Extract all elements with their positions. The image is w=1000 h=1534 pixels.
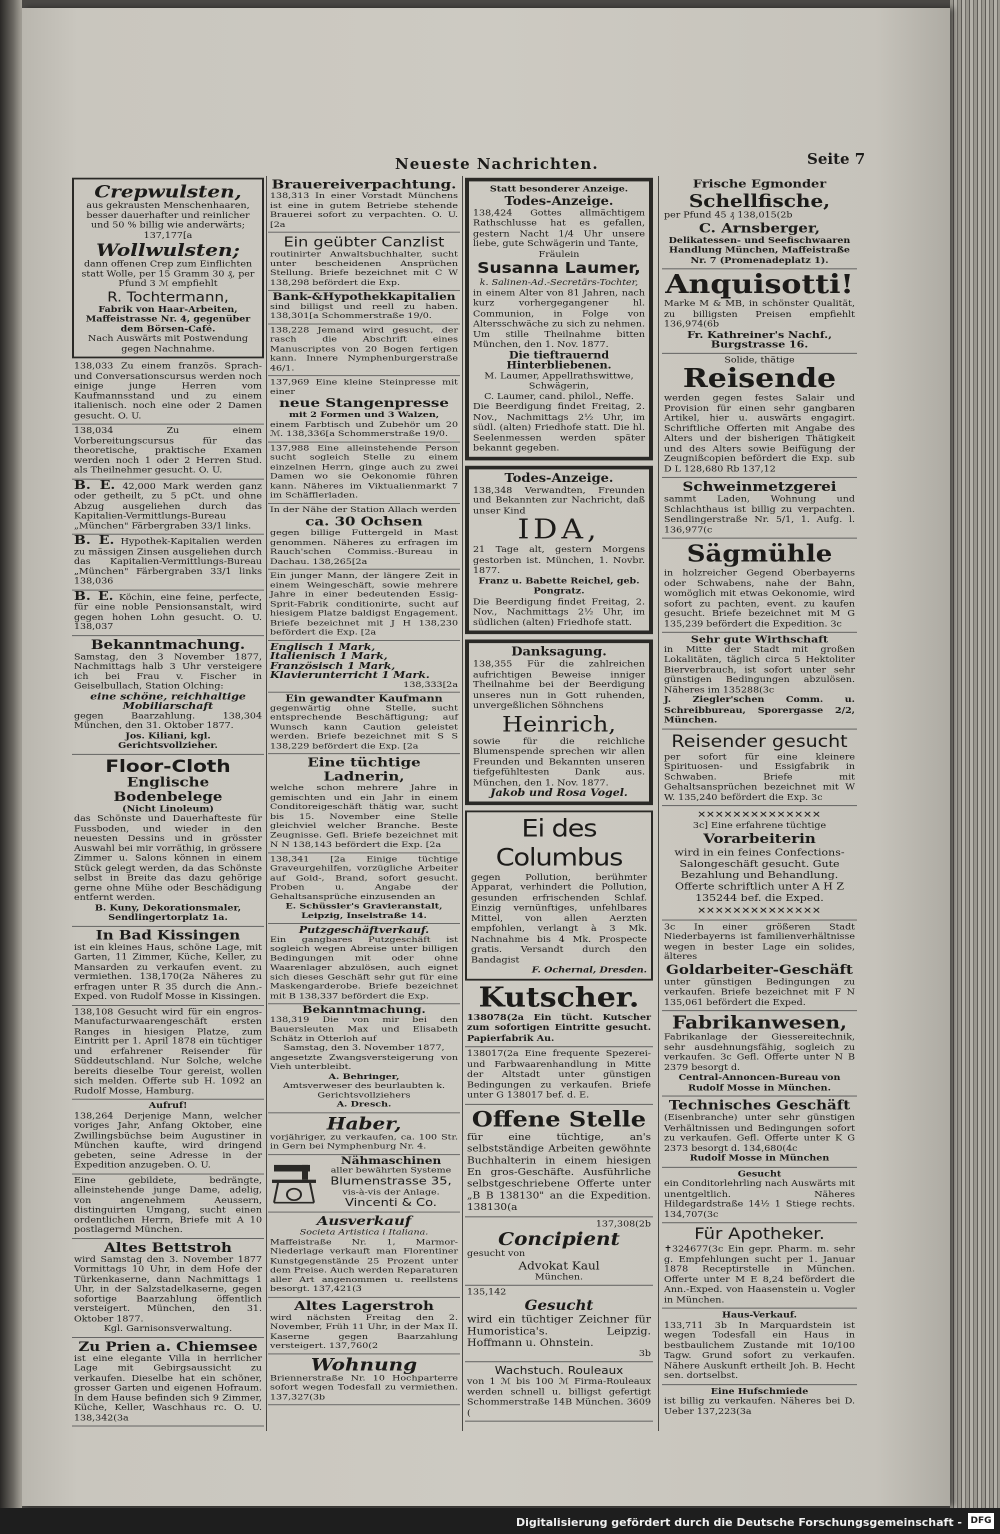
ad-text: angesetzte Zwangsversteigerung von Vieh unterbleibt. xyxy=(270,1052,458,1072)
ad-pretitle: Solide, thätige xyxy=(724,355,795,365)
footer-credit: Digitalisierung gefördert durch die Deutsche Forschungsgemeinschaft - xyxy=(515,1516,962,1529)
notice-signature: C. Laumer, cand. philol., Neffe. xyxy=(484,391,634,402)
notice-text: 138,355 Für die zahlreichen aufrichtigen Beweise inniger Theilnahme bei der Beerdigung unseres nun in Gott ruhenden, unvergeßlichen Söhnchens xyxy=(473,659,645,711)
ad-floor-cloth xyxy=(72,754,264,926)
notice-text: sowie für die reichliche Blumenspende sprechen wir allen Freunden und Bekannten unseren tiefgefühltesten Dank aus. München, den 1. Nov. 1877. xyxy=(473,736,645,788)
ad-line: Französisch 1 Mark, xyxy=(270,660,396,671)
ad-title: Wollwulsten; xyxy=(96,239,240,261)
notice-text: Die Beerdigung findet Freitag, 2. Nov., Nachmittags 2½ Uhr, im südl. (alten) Friedhofe statt. Die hl. Seelenmessen werden später bekannt gegeben. xyxy=(473,401,645,454)
death-notice-laumer xyxy=(465,178,653,460)
ad-title: Ein gewandter Kaufmann xyxy=(285,693,443,705)
ad-hufschmiede xyxy=(662,1385,857,1420)
ad-stangenpresse xyxy=(268,376,460,442)
ad-text: welche schon mehrere Jahre in gemischten und ein Jahr in einem Conditoreigeschäft thätig war, sucht bis 15. November eine Stelle gleichviel welcher Branche. Beste Zeugnisse. Gefl. Briefe bezeichnet mit N N 138,143 befördert die Exp. [2a xyxy=(270,783,458,850)
ad-item: eine schöne, reichhaltige Mobiliarschaft xyxy=(90,690,246,712)
ad-text: 3c] Eine erfahrene tüchtige xyxy=(692,821,827,831)
ad-title: Anquisotti! xyxy=(665,269,854,301)
ad-bank-kapitalien xyxy=(268,291,460,324)
sewing-machine-icon xyxy=(270,1158,320,1204)
ad-text: vorjähriger, zu verkaufen, ca. 100 Str. in Gern bei Nymphenburg Nr. 4. xyxy=(270,1132,458,1151)
notice-label: Fräulein xyxy=(538,249,580,260)
ad-text: Eine gebildete, bedrängte, alleinstehende junge Dame, adelig, von angenehmem Aeussern, distinguirten Umgang, sucht einen ordentlichen Herrn, Briefe mit A 10 postlagernd München. xyxy=(72,1174,264,1239)
ad-text: Nach Auswärts mit Postwendung gegen Nachnahme. xyxy=(88,334,248,354)
ad-text: Briennerstraße Nr. 10 Hochparterre sofort wegen Todesfall zu vermiethen. 137,327(3b xyxy=(270,1373,458,1402)
ad-title: Gesucht xyxy=(524,1296,594,1314)
ad-text: Delikatessen- und Seefischwaaren Handlung München, Maffeistraße Nr. 7 (Promenadeplatz 1). xyxy=(668,235,851,266)
notice-signature: Franz u. Babette Reichel, geb. Pongratz. xyxy=(478,576,640,597)
ad-text: 138,108 Gesucht wird für ein engros-Manufacturwaarengeschäft ersten Ranges in hiesigen Platze, zum Eintritt per 1. April 1878 ein tüchtiger und erfahrener Reisender für Süddeutschland. Nur Solche, welche bereits dieselbe Tour gereist, wollen sich melden. Offerte sub H. 1092 an Rudolf Mosse, Hamburg. xyxy=(72,1005,264,1099)
ad-text: ist billig zu verkaufen. Näheres bei D. Ueber 137,223(3a xyxy=(664,1396,855,1417)
ad-haus-verkauf xyxy=(662,1309,857,1385)
ad-kaufmann xyxy=(268,693,460,755)
notice-name: IDA, xyxy=(517,514,601,546)
ad-text: 42,000 Mark werden ganz oder getheilt, zu 5 pCt. und ohne Abzug ausgeliehen durch das Kapitalien-Vermittlungs-Bureau „München" Färbergraben 33/1 links. xyxy=(74,481,262,531)
ad-line: Blumenstrasse 35, xyxy=(330,1175,452,1188)
ad-wachstuch xyxy=(465,1362,653,1421)
page-stack-edge xyxy=(950,0,1000,1534)
ad-wohnung xyxy=(268,1354,460,1405)
ad-title: ca. 30 Ochsen xyxy=(305,513,423,529)
ad-title: Fabrikanwesen, xyxy=(672,1012,847,1034)
ad-text: gegen billige Futtergeld in Mast genommen. Näheres zu erfragen im Rauch'schen Commiss.-Bureau in Dachau. 138,265[2a xyxy=(270,528,458,566)
ad-title-big: Schellfische, xyxy=(688,190,831,212)
ad-title: In Bad Kissingen xyxy=(95,927,241,943)
ad-technisches-geschaeft xyxy=(662,1096,857,1167)
ad-text: 138,264 Derjenige Mann, welcher voriges Jahr, Anfang Oktober, eine Zwillingsbüchse beim Augustiner in München kaufte, wird dringend gebeten, seine Adresse in der Expedition anzugeben. O. U. xyxy=(74,1111,262,1171)
ad-reisende xyxy=(662,353,857,478)
notice-top: Statt besonderer Anzeige. xyxy=(489,184,629,194)
ad-text: ist eine elegante Villa in herrlicher Lage mit Gebirgsaussicht zu verkaufen. Dieselbe hat ein schöner, grosser Garten und eigenen Hofraum. In dem Hause befinden sich 9 Zimmer, Küche, Keller, Waschhaus rc. O. U. 138,342(3a xyxy=(74,1353,262,1423)
ad-text: Köchin, eine feine, perfecte, für eine noble Pensionsanstalt, wird gegen hohen Lohn gesucht. O. U. 138,037 xyxy=(74,592,262,632)
notice-text: in einem Alter von 81 Jahren, nach kurz vorhergegangener hl. Communion, in Folge von Altersschwäche zu sich zu nehmen. Um stille Theilnahme bitten München, den 1. Nov. 1877. xyxy=(473,288,645,350)
ad-name: R. Tochtermann, xyxy=(107,289,229,305)
ad-text: Ein gangbares Putzgeschäft ist sogleich wegen Abreise unter billigen Bedingungen mit oder ohne Waarenlager abzulösen, auch eignet sich dieses Geschäft sehr gut für eine Maskengarderobe. Briefe bezeichnet mit B 138,337 befördert die Exp. xyxy=(270,934,458,1001)
ad-title: Altes Lagerstroh xyxy=(294,1298,434,1313)
notice-text: Die Beerdigung findet Freitag, 2. Nov., Nachmittags 2½ Uhr, im südlichen (alten) Friedhofe statt. xyxy=(473,596,645,628)
ad-text: 3c In einer größeren Stadt Niederbayerns ist familienverhältnisse wegen in bester Lage ein solides, älteres xyxy=(664,921,855,962)
ad-text: wird nächsten Freitag den 2. November, Früh 11 Uhr, in der Max II. Kaserne gegen Baarzahlung versteigert. 137,760(2 xyxy=(270,1312,458,1351)
ad-text: In der Nähe der Station Allach werden xyxy=(270,505,458,515)
ad-signature: F. Ochernal, Dresden. xyxy=(531,965,647,976)
ad-number: 135,142 xyxy=(467,1287,507,1298)
ad-title: Ausverkauf xyxy=(316,1213,412,1229)
ad-title: neue Stangenpresse xyxy=(279,395,449,411)
notice-text: 138,424 Gottes allmächtigem Rathschlusse hat es gefallen, gestern Nacht 1/4 Uhr unsere liebe, gute Schwägerin und Tante, xyxy=(473,207,645,249)
page-number: Seite 7 xyxy=(807,150,866,168)
ad-ei-des-columbus xyxy=(465,810,653,980)
ad-crepwulsten xyxy=(72,178,264,359)
ad-title: Putzgeschäftverkauf. xyxy=(298,924,430,936)
ad-title: Brauereiverpachtung. xyxy=(271,176,457,192)
ad-text: unter günstigen Bedingungen zu verkaufen. Briefe bezeichnet mit F N 135,061 befördert die Exped. xyxy=(664,977,855,1008)
ad-bank xyxy=(72,479,264,534)
ad-subtitle: mit 2 Formen und 3 Walzen, xyxy=(288,410,440,420)
ad-text: 138078(2a Ein tücht. Kutscher zum sofortigen Eintritte gesucht. Papierfabrik Au. xyxy=(467,1012,651,1044)
ad-title: Haus-Verkauf. xyxy=(722,1310,797,1320)
column-3 xyxy=(465,176,653,1422)
ad-title: Bekanntmachung. xyxy=(90,636,246,653)
ad-title: Offene Stelle xyxy=(471,1105,647,1132)
notice-signature: Die tieftrauernd Hinterbliebenen. xyxy=(506,349,612,372)
ad-title: Ein geübter Canzlist xyxy=(283,234,445,250)
ad-text: 138017(2a Eine frequente Spezerei- und Farbwaarenhandlung in Mitte der Altstadt unter günstigen Bedingungen zu verkaufen. Briefe unter G 138017 bef. d. E. xyxy=(465,1047,653,1104)
ad-signature: B. Kuny, Dekorationsmaler, Sendlingertorplatz 1a. xyxy=(94,903,242,923)
ad-text: Ein junger Mann, der längere Zeit in einem Weingeschäft, sowie mehrere Jahre in einer bedeutenden Essig-Sprit-Fabrik conditionirte, sucht auf hiesigem Platze baldigst Engagement. Briefe bezeichnet mit J H 138,230 befördert die Exp. [2a xyxy=(268,570,460,641)
ad-text: 138,228 Jemand wird gesucht, der rasch die Abschrift eines Manuscriptes von 20 Bogen fertigen kann. Innere Nymphenburgerstraße 46/1. xyxy=(268,324,460,376)
ad-text: 138,033 Zu einem französ. Sprach- und Conversationscursus werden noch einige junge Herren vom Kaufmannsstand und zu einem italienisch. noch eine oder 2 Damen gesucht. O. U. xyxy=(72,360,264,425)
dfg-logo: DFG xyxy=(968,1513,994,1529)
column-rule xyxy=(658,176,659,1431)
ad-text: gesucht von xyxy=(467,1248,526,1259)
ad-text: gegenwärtig ohne Stelle, sucht entsprechende Beschäftigung; auf Wunsch kann Caution geleistet werden. Briefe bezeichnet mit S S 138,229 befördert die Exp. [2a xyxy=(270,703,458,751)
ad-bettstroh xyxy=(72,1239,264,1338)
ad-signature: München. xyxy=(534,1271,584,1282)
ad-title: Eine tüchtige Ladnerin, xyxy=(307,754,421,784)
ornament-row: ✕✕✕✕✕✕✕✕✕✕✕✕✕✕ xyxy=(697,903,822,917)
notice-name: Susanna Laumer, xyxy=(477,259,641,278)
ad-text: aus gekrausten Menschenhaaren, besser dauerhafter und reinlicher und 50 % billig wie anderwärts; 137,177[a xyxy=(86,200,250,241)
ad-title: Kutscher. xyxy=(478,981,640,1014)
ad-number: 137,308(2b xyxy=(595,1218,651,1229)
ad-title: Altes Bettstroh xyxy=(104,1239,232,1255)
ad-title: Goldarbeiter-Geschäft xyxy=(666,961,853,978)
ad-signature: Rudolf Mosse in München xyxy=(689,1153,830,1164)
ad-title: Bank-&Hypothekkapitalien xyxy=(272,290,456,303)
ad-sprachen xyxy=(268,641,460,693)
notice-signature: Jakob und Rosa Vogel. xyxy=(490,787,628,799)
ad-title: Wachstuch. Rouleaux xyxy=(494,1364,624,1377)
notice-title: Todes-Anzeige. xyxy=(504,471,614,486)
ad-reisender-gesucht xyxy=(662,729,857,806)
ad-text: in Mitte der Stadt mit großen Lokalitäten, täglich circa 5 Hektoliter Bierverbrauch, ist sofort unter sehr günstigen Bedingungen abzulösen. Näheres im 135288(3c xyxy=(664,644,855,695)
ad-title: Sehr gute Wirthschaft xyxy=(690,633,829,646)
ad-title: Reisender gesucht xyxy=(671,731,848,752)
ad-text: 133,711 3b In Marquardstein ist wegen Todesfall ein Haus in bestbaulichem Zustande mit 10/100 Tagw. Grund sofort zu verkaufen. Nähere Auskunft ertheilt Joh. B. Hecht sen. dortselbst. xyxy=(664,1320,855,1381)
ad-text: werden gegen festes Salair und Provision für einen sehr gangbaren Artikel, hier u. auswärts engagirt. Schriftliche Offerten mit Angabe des Alters und der bisherigen Thätigkeit und des Alters sowie Beifügung der Zeugnißcopien befördert die Exp. sub D L 128,680 Rb 137,12 xyxy=(664,393,855,474)
ad-text: gegen Baarzahlung. 138,304 München, den 31. Oktober 1877. xyxy=(74,711,262,731)
notice-role: k. Salinen-Ad.-Secretärs-Tochter, xyxy=(479,277,639,288)
ad-schweinmetzgerei xyxy=(662,478,857,539)
ad-kissingen xyxy=(72,926,264,1005)
ad-apotheker xyxy=(662,1223,857,1308)
ad-bekanntmachung xyxy=(268,1004,460,1113)
ad-saegmuehle xyxy=(662,539,857,633)
ad-text: 138,341 [2a Einige tüchtige Graveurgehilfen, vorzügliche Arbeiter auf Gold-, Brand, sofort gesucht. Proben u. Angabe der Gehaltsansprüche einzusenden an xyxy=(270,854,458,902)
ad-text: sammt Laden, Wohnung und Schlachthaus ist billig zu verpachten. Sendlingerstraße Nr. 5/1, 1. Aufg. l. 136,977(c xyxy=(664,494,855,535)
ad-text: einem Farbtisch und Zubehör um 20 ℳ. 138,336[a Schommerstraße 19/0. xyxy=(270,419,458,439)
ad-text: Fabrikanlage der Giessereitechnik, sehr ausdehnungsfähig, sogleich zu verkaufen. 3c Gefl. Offerte unter N B 2379 besorgt d. xyxy=(664,1032,855,1073)
ad-title: Für Apotheker. xyxy=(694,1224,825,1244)
ad-firm: E. Schüssler's Gravieranstalt, Leipzig, Inselstraße 14. xyxy=(285,901,443,921)
ad-bank xyxy=(72,590,264,636)
ad-line: Englisch 1 Mark, xyxy=(270,641,376,653)
column-1 xyxy=(72,176,264,1426)
ad-wirthschaft xyxy=(662,633,857,729)
ad-text: von 1 ℳ bis 100 ℳ Firma-Rouleaux werden schnell u. billigst gefertigt Schommerstraße 14B München. 3609 ( xyxy=(467,1376,651,1418)
ad-signature: Kgl. Garnisonsverwaltung. xyxy=(103,1324,233,1334)
column-rule xyxy=(266,176,267,1431)
ad-lead: B. E. xyxy=(74,533,115,548)
notice-signature: M. Laumer, Appellrathswittwe, Schwägerin, xyxy=(484,370,634,392)
ad-bekanntmachung xyxy=(72,636,264,755)
ad-haber xyxy=(268,1113,460,1155)
ad-subtitle: Societa Artistica i Italiana. xyxy=(299,1228,429,1238)
ad-schellfische xyxy=(662,176,857,269)
ad-text: ✝324677(3c Ein gepr. Pharm. m. sehr g. Empfehlungen sucht per 1. Januar 1878 Receptirstelle in München. Offerte unter M E 8,24 befördert die Ann.-Exped. von Haasenstein u. Vogler in München. xyxy=(664,1244,855,1305)
ad-concipient xyxy=(465,1217,653,1286)
ad-ladnerin xyxy=(268,754,460,853)
ad-signature: Fr. Kathreiner's Nachf., Burgstrasse 16. xyxy=(687,328,832,351)
ad-signature: Advokat Kaul xyxy=(518,1259,600,1272)
ad-vorarbeiterin xyxy=(662,806,857,920)
ad-title: Concipient xyxy=(498,1228,620,1250)
thanks-notice-heinrich xyxy=(465,640,653,805)
ad-text: gegen Pollution, berühmter Apparat, verhindert die Pollution, gesunden erfrischenden Schlaf. Einzig vernünftiges, unfehlbares Mittel, von allen Aerzten empfohlen, verlangt à 3 Mk. Nachnahme bis 4 Mk. Prospecte gratis. Versandt durch den Bandagist xyxy=(471,872,647,965)
notice-title: Danksagung. xyxy=(511,645,607,660)
ad-bank xyxy=(72,535,264,590)
ad-line: Klavierunterricht 1 Mark. xyxy=(270,669,430,681)
ad-title: Wohnung xyxy=(310,1354,418,1375)
ad-lead: B. E. xyxy=(74,478,116,493)
ad-name: C. Arnsberger, xyxy=(698,219,820,236)
ad-text: Marke M & MB, in schönster Qualität, zu billigsten Preisen empfiehlt 136,974(6b xyxy=(664,299,855,330)
ad-text: das Schönste und Dauerhafteste für Fussboden, und wieder in den neuesten Dessins und in grösster Auswahl bei mir vorräthig, in grössere Zimmer u. Salons können in einem Stück gelegt werden, da das Schönste selbst in Breite das dazu gehörige gerne ohne Mühe oder Beschädigung entfernt werden. xyxy=(74,814,262,903)
ad-text: (Eisenbranche) unter sehr günstigen Verhältnissen und Bedingungen sofort zu verkaufen. Gefl. Offerte unter K G 2373 besorgt d. 134,680(4c xyxy=(664,1113,855,1154)
ad-naehmaschinen xyxy=(268,1155,460,1213)
ad-aufruf xyxy=(72,1100,264,1174)
masthead: Neueste Nachrichten. xyxy=(395,155,599,173)
ad-signature: A. Behringer, xyxy=(328,1071,400,1081)
ad-prien xyxy=(72,1337,264,1426)
death-notice-ida xyxy=(465,465,653,634)
ad-text: 138,319 Die von mir bei den Bauersleuten Max und Elisabeth Schätz in Otterloh auf xyxy=(270,1015,458,1044)
ad-text: wird ein tüchtiger Zeichner für Humoristica's. Leipzig. Hoffmann u. Ohnstein. xyxy=(467,1313,651,1349)
ad-number: 138,333[2a xyxy=(403,679,458,689)
ad-title: Bekanntmachung. xyxy=(302,1004,426,1016)
ad-note: (Nicht Linoleum) xyxy=(122,804,214,814)
ad-title: Sägmühle xyxy=(686,541,833,568)
ornament-row: ✕✕✕✕✕✕✕✕✕✕✕✕✕✕ xyxy=(697,807,822,822)
ad-firm: Fabrik von Haar-Arbeiten, Maffeistrasse Nr. 4, gegenüber dem Börsen-Café. xyxy=(85,304,251,334)
ad-brauerei xyxy=(268,176,460,233)
ad-title: Reisende xyxy=(682,363,837,395)
ad-lagerstroh xyxy=(268,1297,460,1354)
ad-line: Vincenti & Co. xyxy=(345,1196,437,1210)
ad-title: Haber, xyxy=(326,1113,402,1134)
ad-text: 137,988 Eine alleinstehende Person sucht sogleich Stelle zu einem einzelnen Herrn, ginge auch zu zwei Damen wo sie Oekonomie führen kann. Näheres im Viktualienmarkt 7 im Schäfflerladen. xyxy=(268,442,460,504)
ad-kutscher xyxy=(465,982,653,1047)
ad-line: Italienisch 1 Mark, xyxy=(270,650,388,662)
ad-title: Crepwulsten, xyxy=(94,181,242,202)
column-2 xyxy=(268,176,460,1405)
ad-text: per sofort für eine kleinere Spirituosen- und Essigfabrik in Schwaben. Briefe mit Gehaltsansprüchen bezeichnet mit W W. 135,240 befördert die Exp. 3c xyxy=(664,751,855,803)
ad-text: 138,313 In einer Vorstadt Münchens ist eine in gutem Betriebe stehende Brauerei sofort zu verpachten. O. U. [2a xyxy=(270,191,458,229)
ad-text: in holzreicher Gegend Oberbayerns oder Schwabens, nahe der Bahn, womöglich mit etwas Oekonomie, wird sofort zu pachten, event. zu kaufen gesucht. Briefe bezeichnet mit M G 135,239 befördert die Expedition. 3c xyxy=(664,568,855,629)
ad-subtitle: Englische Bodenbelege xyxy=(113,774,223,805)
ad-line: aller bewährten Systeme xyxy=(330,1165,452,1175)
ad-text: sind billigst und reell zu haben. 138,301[a Schommerstraße 19/0. xyxy=(270,301,458,321)
ad-title: Vorarbeiterin xyxy=(703,830,816,847)
ad-text: Samstag, den 3 November 1877, Nachmittags halb 3 Uhr versteigere ich bei Frau v. Fischer in Geiselbullach, Station Olching: xyxy=(74,652,262,692)
ad-title: Nähmaschinen xyxy=(340,1154,442,1167)
ad-fabrikanwesen xyxy=(662,1011,857,1096)
ad-goldarbeiter xyxy=(662,920,857,1011)
ad-text: wird in ein feines Confections-Salongeschäft gesucht. Gute Bezahlung und Behandlung. Offerte schriftlich unter A H Z 135244 bef. die Exped. xyxy=(674,846,845,904)
ad-ausverkauf xyxy=(268,1212,460,1297)
notice-text: 138,348 Verwandten, Freunden und Bekannten zur Nachricht, daß unser Kind xyxy=(473,485,645,516)
ad-text: für eine tüchtige, an's selbstständige Arbeiten gewöhnte Buchhalterin in einem hiesigen En gros-Geschäfte. Ausführliche selbstgeschriebene Offerte unter „B B 138130" an die Expedition. 138130(a xyxy=(467,1131,651,1213)
ad-lead: B. E. xyxy=(74,589,114,603)
ad-title: Zu Prien a. Chiemsee xyxy=(78,1338,258,1354)
ad-price: per Pfund 45 ₰ 138,015(2b xyxy=(664,210,793,220)
ad-putzgeschaeft xyxy=(268,924,460,1004)
notice-text: 21 Tage alt, gestern Morgens gestorben ist. München, 1. Novbr. 1877. xyxy=(473,545,645,576)
ad-text: ist ein kleines Haus, schöne Lage, mit Garten, 11 Zimmer, Küche, Keller, zu Mansarden zu verkaufen event. zu vermiethen. 138,170(2a Näheres zu erfragen unter R 35 durch die Ann.-Exped. von Rudolf Mosse in Kissingen. xyxy=(74,942,262,1002)
ad-signature: Jos. Kiliani, kgl. Gerichtsvollzieher. xyxy=(118,731,218,751)
ad-title: Gesucht xyxy=(737,1169,782,1179)
ad-anquisotti xyxy=(662,269,857,353)
ad-text: 137,969 Eine kleine Steinpresse mit einer xyxy=(270,377,458,397)
ad-title: Aufruf! xyxy=(148,1101,188,1111)
ad-conditorlehrling xyxy=(662,1167,857,1223)
column-4 xyxy=(662,176,857,1419)
ad-signature: Amtsverweser des beurlaubten k. Gerichtsvollziehers xyxy=(282,1081,446,1100)
ad-number: 3b xyxy=(638,1348,651,1359)
ad-text: dann offenen Crep zum Einflichten statt Wolle, per 15 Gramm 30 ₰, per Pfund 3 ℳ empfiehlt xyxy=(81,259,255,289)
ad-canzlist xyxy=(268,233,460,291)
ad-signature: J. Ziegler'schen Comm. u. Schreibbureau, Sporergasse 2/2, München. xyxy=(664,695,855,726)
ad-zeichner xyxy=(465,1286,653,1363)
ad-text: 138,034 Zu einem Vorbereitungscursus für das theoretische, praktische Examen werden noch 1 oder 2 Herren Stud. als Theilnehmer gesucht. O. U. xyxy=(72,425,264,480)
ad-line: vis-à-vis der Anlage. xyxy=(342,1187,440,1197)
ad-title: Ei des Columbus xyxy=(495,814,623,872)
notice-title: Todes-Anzeige. xyxy=(504,194,614,208)
ad-date: Samstag, den 3. November 1877, xyxy=(283,1043,445,1053)
ad-text: Hypothek-Kapitalien werden zu mässigen Zinsen ausgeliehen durch das Kapitalien-Vermittlungs-Bureau „München" Färbergraben 33/1 links 138,036 xyxy=(74,537,262,587)
notice-name: Heinrich, xyxy=(502,711,616,737)
ad-title: Technisches Geschäft xyxy=(668,1097,851,1114)
ad-text: ein Conditorlehrling nach Auswärts mit unentgeltlich. Näheres Hildegardstraße 14½ 1 Stiege rechts. 134,707(3c xyxy=(664,1179,855,1220)
ad-signature: A. Dresch. xyxy=(336,1100,392,1110)
ad-title: Schweinmetzgerei xyxy=(682,478,837,495)
ad-ochsen xyxy=(268,504,460,570)
ad-text: Maffeistraße Nr. 1, Marmor-Niederlage verkauft man Florentiner Kunstgegenstände 25 Prozent unter dem Preise. Auch werden Reparaturen aller Art angenommen u. reellstens besorgt. 137,421(3 xyxy=(270,1237,458,1294)
ad-title: Floor-Cloth xyxy=(105,755,231,776)
ad-signature: Central-Annoncen-Bureau von Rudolf Mosse in München. xyxy=(678,1072,841,1093)
ad-text: wird Samstag den 3. November 1877 Vormittags 10 Uhr, in dem Hofe der Türkenkaserne, dann Nachmittags 1 Uhr, in der Salzstadelkaserne, gegen sofortige Baarzahlung öffentlich versteigert. München, den 31. Oktober 1877. xyxy=(74,1254,262,1324)
column-rule xyxy=(462,176,463,1431)
ad-graveur xyxy=(268,853,460,924)
ad-text: routinirter Anwaltsbuchhalter, sucht unter bescheidenen Ansprüchen Stellung. Briefe bezeichnet mit C W 138,298 befördert die Exp. xyxy=(270,249,458,288)
book-spine xyxy=(0,0,22,1534)
ad-title: Frische Egmonder xyxy=(692,177,827,191)
ad-title: Eine Hufschmiede xyxy=(710,1386,809,1397)
ad-offene-stelle xyxy=(465,1104,653,1217)
